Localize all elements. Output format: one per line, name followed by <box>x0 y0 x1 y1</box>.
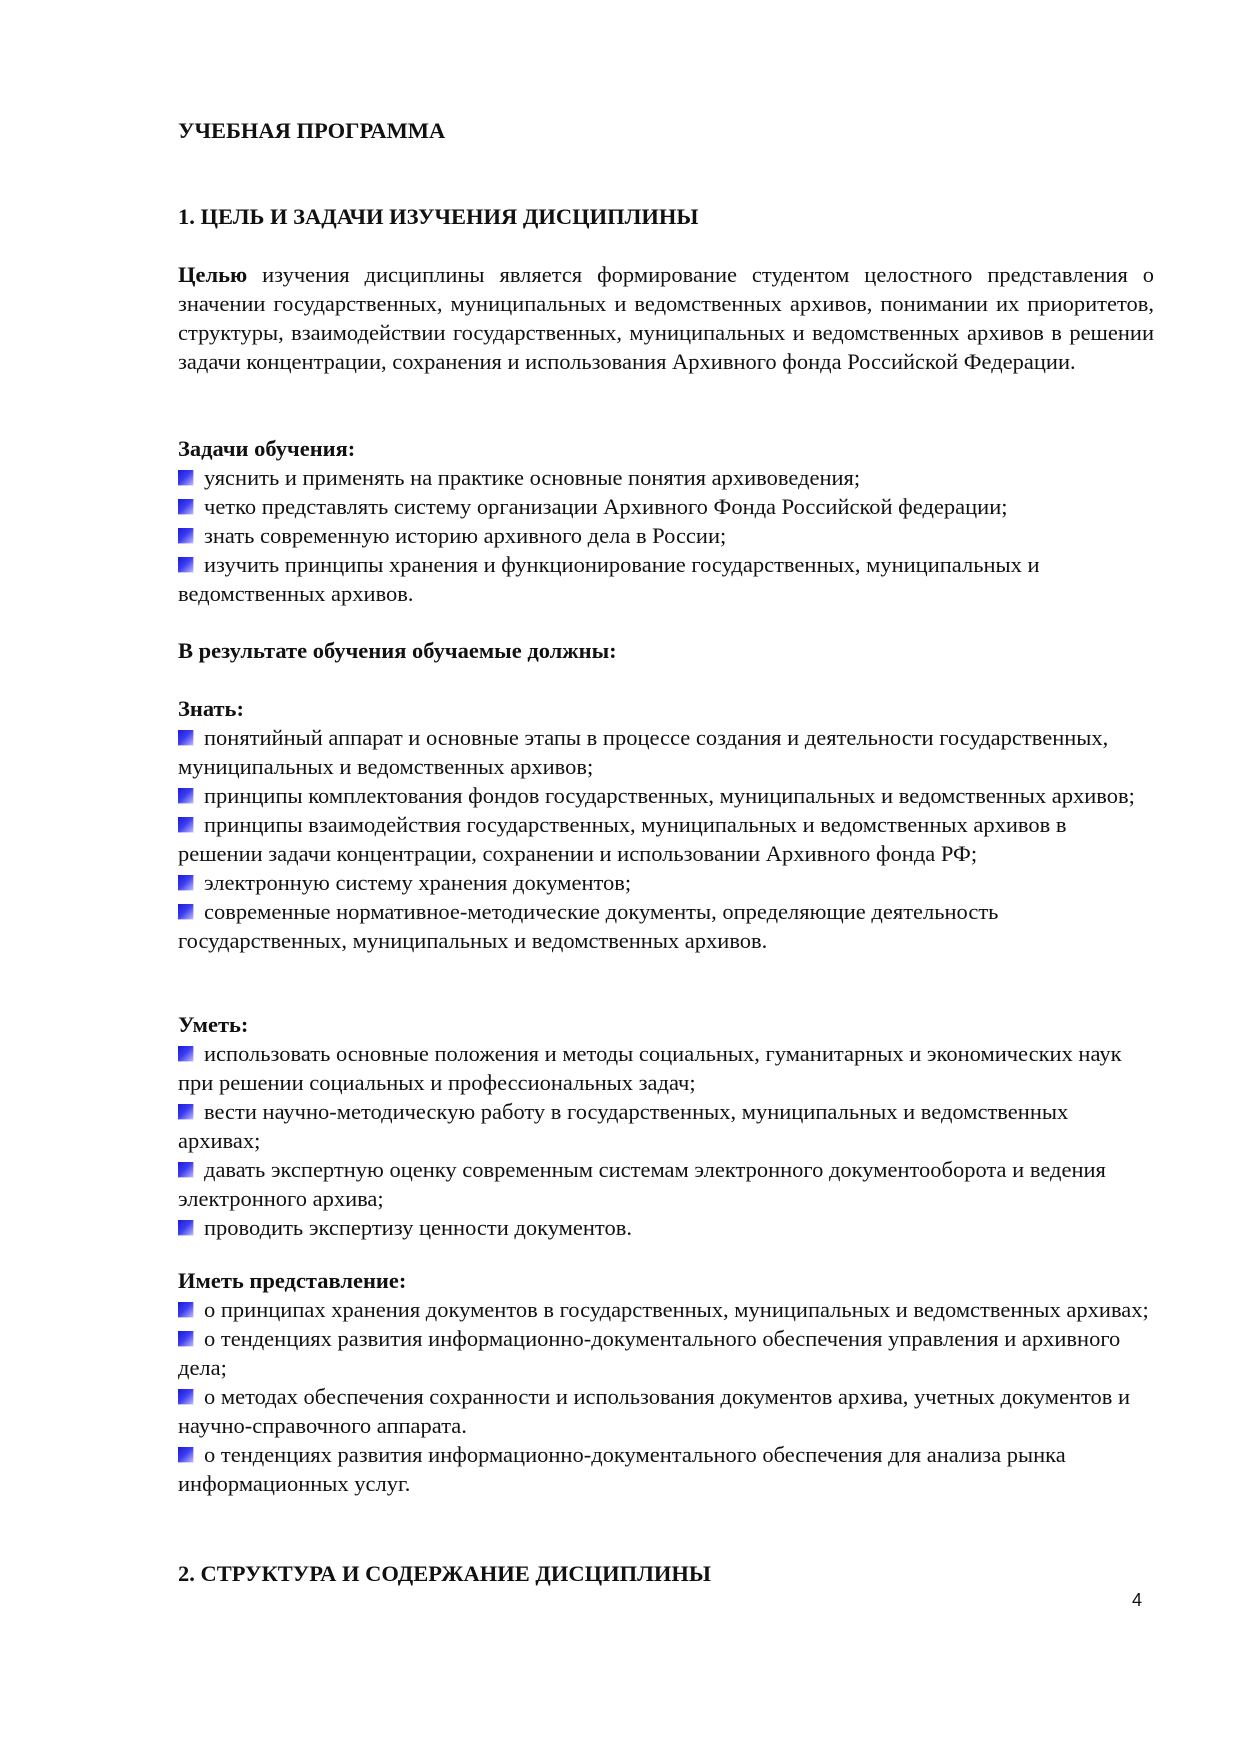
list-item: проводить экспертизу ценности документов. <box>178 1213 1154 1242</box>
know-section <box>178 694 1154 955</box>
bullet-square-icon <box>178 817 194 833</box>
list-item: четко представлять систему организации Архивного Фонда Российской федерации; <box>178 492 1154 521</box>
bullet-square-icon <box>178 557 194 573</box>
section-1-heading: 1. ЦЕЛЬ И ЗАДАЧИ ИЗУЧЕНИЯ ДИСЦИПЛИНЫ <box>178 204 699 229</box>
result-title: В результате обучения обучаемые должны: <box>178 638 617 663</box>
list-item: использовать основные положения и методы социальных, гуманитарных и экономических наук при решении социальных и профессиональных задач; <box>178 1041 1122 1095</box>
list-item: современные нормативное-методические документы, определяющие деятельность государственных, муниципальных и ведомственных архивов. <box>178 899 999 953</box>
bullet-square-icon <box>178 1162 194 1178</box>
bullet-square-icon <box>178 875 194 891</box>
document-title: УЧЕБНАЯ ПРОГРАММА <box>178 118 446 143</box>
bullet-square-icon <box>178 730 194 746</box>
list-item: принципы комплектования фондов государственных, муниципальных и ведомственных архивов; <box>178 781 1154 810</box>
idea-list <box>178 1295 1154 1498</box>
tasks-section <box>178 434 1154 608</box>
can-list <box>178 1039 1154 1242</box>
list-item: давать экспертную оценку современным системам электронного документооборота и ведения электронного архива; <box>178 1157 1106 1211</box>
result-section <box>178 636 1154 665</box>
section-2-heading: 2. СТРУКТУРА И СОДЕРЖАНИЕ ДИСЦИПЛИНЫ <box>178 1561 711 1586</box>
goal-text: изучения дисциплины является формирование студентом целостного представления о значении государственных, муниципальных и ведомственных архивов, понимании их приоритетов, структуры, взаимодействии государственных, муниципальных и ведомственных архивов в решении задачи концентрации, сохранения и использования Архивного фонда Российской Федерации. <box>178 262 1154 374</box>
list-item: принципы взаимодействия государственных, муниципальных и ведомственных архивов в решении задачи концентрации, сохранении и использовании Архивного фонда РФ; <box>178 812 1067 866</box>
bullet-square-icon <box>178 1104 194 1120</box>
list-item: вести научно-методическую работу в государственных, муниципальных и ведомственных архивах; <box>178 1099 1069 1153</box>
bullet-square-icon <box>178 1447 194 1463</box>
goal-paragraph <box>178 260 1154 376</box>
goal-lead: Целью <box>178 262 248 287</box>
list-item: знать современную историю архивного дела в России; <box>178 521 1154 550</box>
list-item: о методах обеспечения сохранности и использования документов архива, учетных документов и научно-справочного аппарата. <box>178 1384 1131 1438</box>
list-item: понятийный аппарат и основные этапы в процессе создания и деятельности государственных, муниципальных и ведомственных архивов; <box>178 725 1109 779</box>
list-item: изучить принципы хранения и функционирование государственных, муниципальных и ведомственных архивов. <box>178 552 1040 606</box>
bullet-square-icon <box>178 904 194 920</box>
know-title: Знать: <box>178 696 244 721</box>
bullet-square-icon <box>178 470 194 486</box>
tasks-title: Задачи обучения: <box>178 436 356 461</box>
list-item: о принципах хранения документов в государственных, муниципальных и ведомственных архивах; <box>178 1295 1154 1324</box>
bullet-square-icon <box>178 788 194 804</box>
page-number: 4 <box>1132 1590 1143 1610</box>
bullet-square-icon <box>178 1389 194 1405</box>
idea-section <box>178 1266 1154 1498</box>
bullet-square-icon <box>178 1220 194 1236</box>
list-item: о тенденциях развития информационно-документального обеспечения для анализа рынка информационных услуг. <box>178 1442 1066 1496</box>
list-item: о тенденциях развития информационно-документального обеспечения управления и архивного дела; <box>178 1326 1121 1380</box>
can-title: Уметь: <box>178 1012 249 1037</box>
list-item: электронную систему хранения документов; <box>178 868 1154 897</box>
bullet-square-icon <box>178 528 194 544</box>
list-item: уяснить и применять на практике основные понятия архивоведения; <box>178 463 1154 492</box>
bullet-square-icon <box>178 1046 194 1062</box>
can-section <box>178 1010 1154 1242</box>
bullet-square-icon <box>178 1302 194 1318</box>
know-list <box>178 723 1154 955</box>
idea-title: Иметь представление: <box>178 1268 407 1293</box>
bullet-square-icon <box>178 1331 194 1347</box>
tasks-list <box>178 463 1154 608</box>
bullet-square-icon <box>178 499 194 515</box>
